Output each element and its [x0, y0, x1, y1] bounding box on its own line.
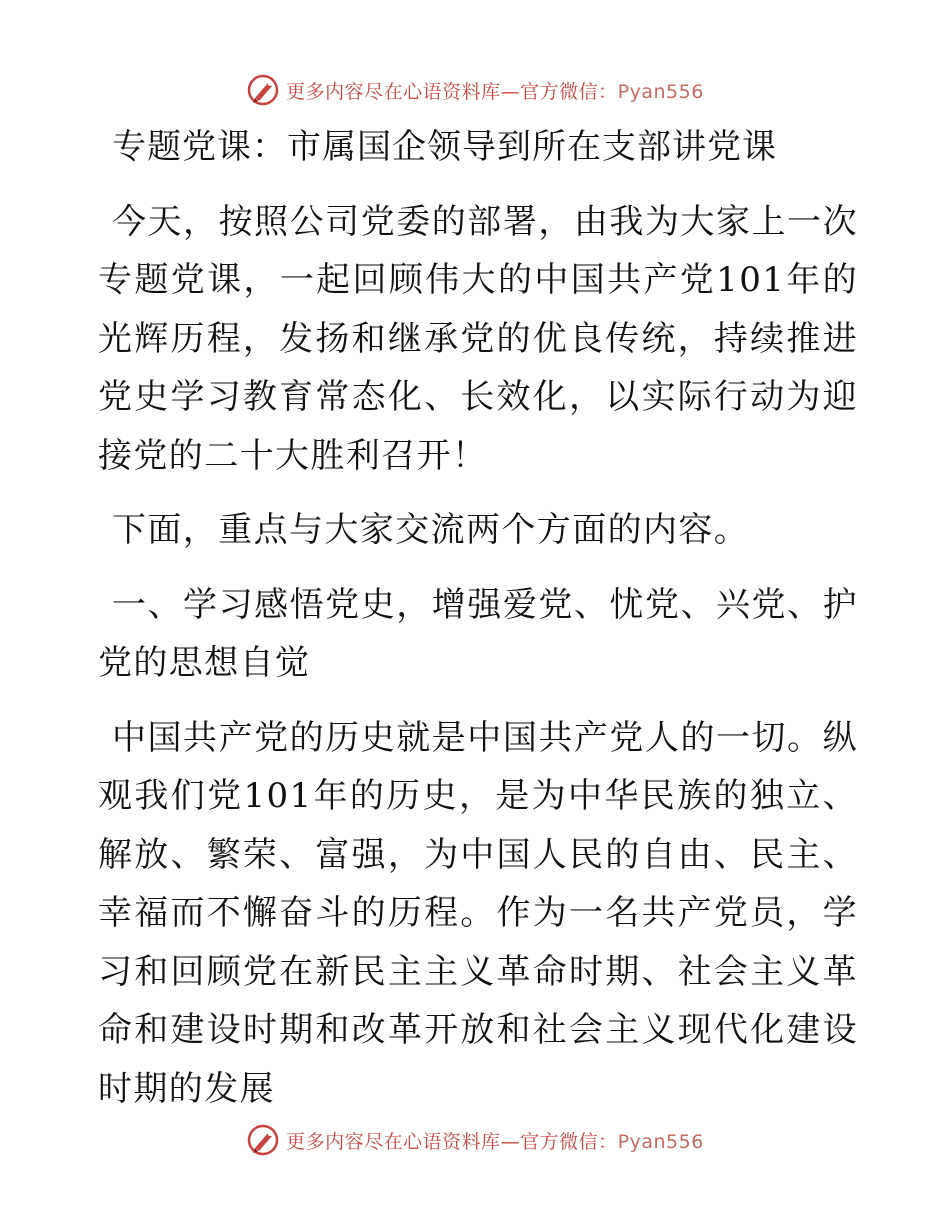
paragraph-intro: 今天，按照公司党委的部署，由我为大家上一次专题党课，一起回顾伟大的中国共产党101年的光辉历程，发扬和继承党的优良传统，持续推进党史学习教育常态化、长效化，以实际行动为迎接党的二十大胜利召开！: [98, 201, 858, 476]
watermark-label: 更多内容尽在心语资料库—官方微信：: [286, 1130, 618, 1153]
paragraph-history: 中国共产党的历史就是中国共产党人的一切。纵观我们党101年的历史，是为中华民族的独立、解放、繁荣、富强，为中国人民的自由、民主、幸福而不懈奋斗的历程。作为一名共产党员，学习和回顾党在新民主主义革命时期、社会主义革命和建设时期和改革开放和社会主义现代化建设时期的发展: [98, 717, 858, 1109]
watermark-handle: Pyan556: [617, 1130, 704, 1153]
document-body: [98, 118, 858, 1134]
document-title: 专题党课：市属国企领导到所在支部讲党课: [112, 127, 777, 167]
pen-logo-icon: [246, 73, 280, 107]
watermark-label: 更多内容尽在心语资料库—官方微信：: [286, 80, 618, 103]
watermark-text: [286, 1127, 704, 1154]
paragraph-overview: 下面，重点与大家交流两个方面的内容。: [112, 510, 750, 550]
section-heading-1: 一、学习感悟党史，增强爱党、忧党、兴党、护党的思想自觉: [98, 584, 858, 683]
footer-watermark: [0, 1120, 950, 1160]
watermark-handle: Pyan556: [617, 80, 704, 103]
watermark-text: [286, 77, 704, 104]
pen-logo-icon: [246, 1123, 280, 1157]
header-watermark: [0, 70, 950, 110]
